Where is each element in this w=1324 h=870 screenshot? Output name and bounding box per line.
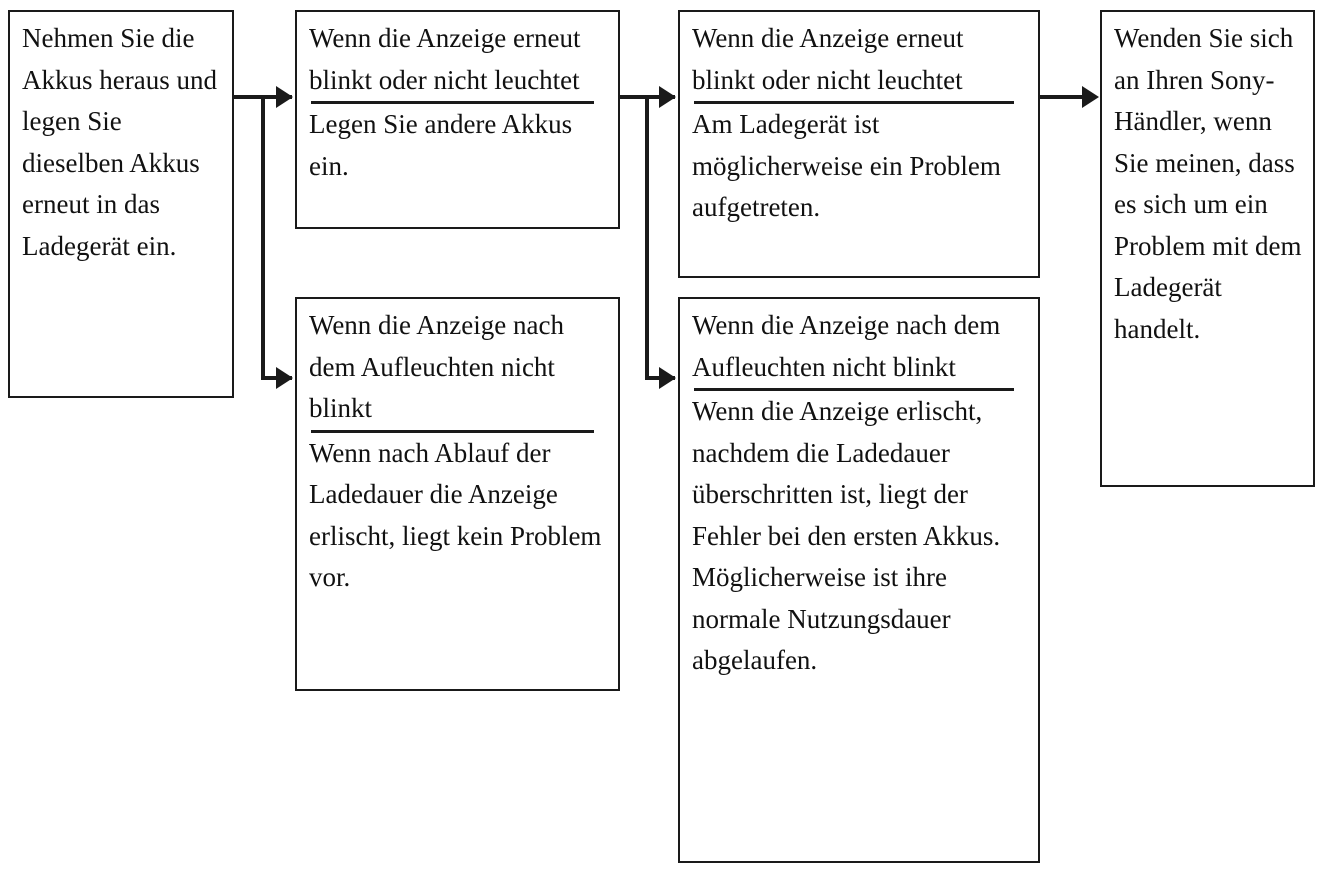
arrowhead-to-branch-1-top (276, 86, 293, 108)
flow-node-start (8, 10, 234, 398)
flow-node-branch-1-top-result: Legen Sie andere Akkus ein. (309, 109, 573, 181)
flow-node-branch-1-top-condition: Wenn die Anzeige erneut blinkt oder nicht leuchtet (309, 23, 581, 95)
flow-node-branch-2-top-result: Am Ladegerät ist möglicherweise ein Problem aufgetreten. (692, 109, 1001, 222)
flow-node-end (1100, 10, 1315, 487)
flow-node-branch-1-bottom (295, 297, 620, 691)
flow-node-branch-2-bottom-result: Wenn die Anzeige erlischt, nachdem die Ladedauer überschritten ist, liegt der Fehler bei den ersten Akkus. Möglicherweise ist ihre normale Nutzungsdauer abgelaufen. (692, 396, 1001, 675)
flow-node-end-text: Wenden Sie sich an Ihren Sony-Händler, wenn Sie meinen, dass es sich um ein Problem mit dem Ladegerät handelt. (1114, 23, 1302, 344)
arrowhead-to-branch-2-bottom (659, 367, 676, 389)
flow-node-branch-1-top (295, 10, 620, 229)
flow-node-branch-2-top-condition: Wenn die Anzeige erneut blinkt oder nicht leuchtet (692, 23, 964, 95)
connector-end-horizontal (1040, 95, 1085, 99)
arrowhead-to-branch-1-bottom (276, 367, 293, 389)
arrowhead-to-branch-2-top (659, 86, 676, 108)
flow-node-branch-2-bottom (678, 297, 1040, 863)
flow-node-branch-2-top (678, 10, 1040, 278)
flow-node-branch-1-bottom-condition: Wenn die Anzeige nach dem Aufleuchten nicht blinkt (309, 310, 564, 423)
flow-node-branch-1-bottom-result: Wenn nach Ablauf der Ladedauer die Anzeige erlischt, liegt kein Problem vor. (309, 437, 602, 592)
arrowhead-to-end (1082, 86, 1099, 108)
flow-node-branch-2-bottom-condition: Wenn die Anzeige nach dem Aufleuchten nicht blinkt (692, 310, 1001, 382)
connector-branch1-vertical (645, 95, 649, 380)
connector-start-vertical (261, 95, 265, 380)
flow-node-start-text: Nehmen Sie die Akkus heraus und legen Sie dieselben Akkus erneut in das Ladegerät ein. (22, 23, 217, 261)
